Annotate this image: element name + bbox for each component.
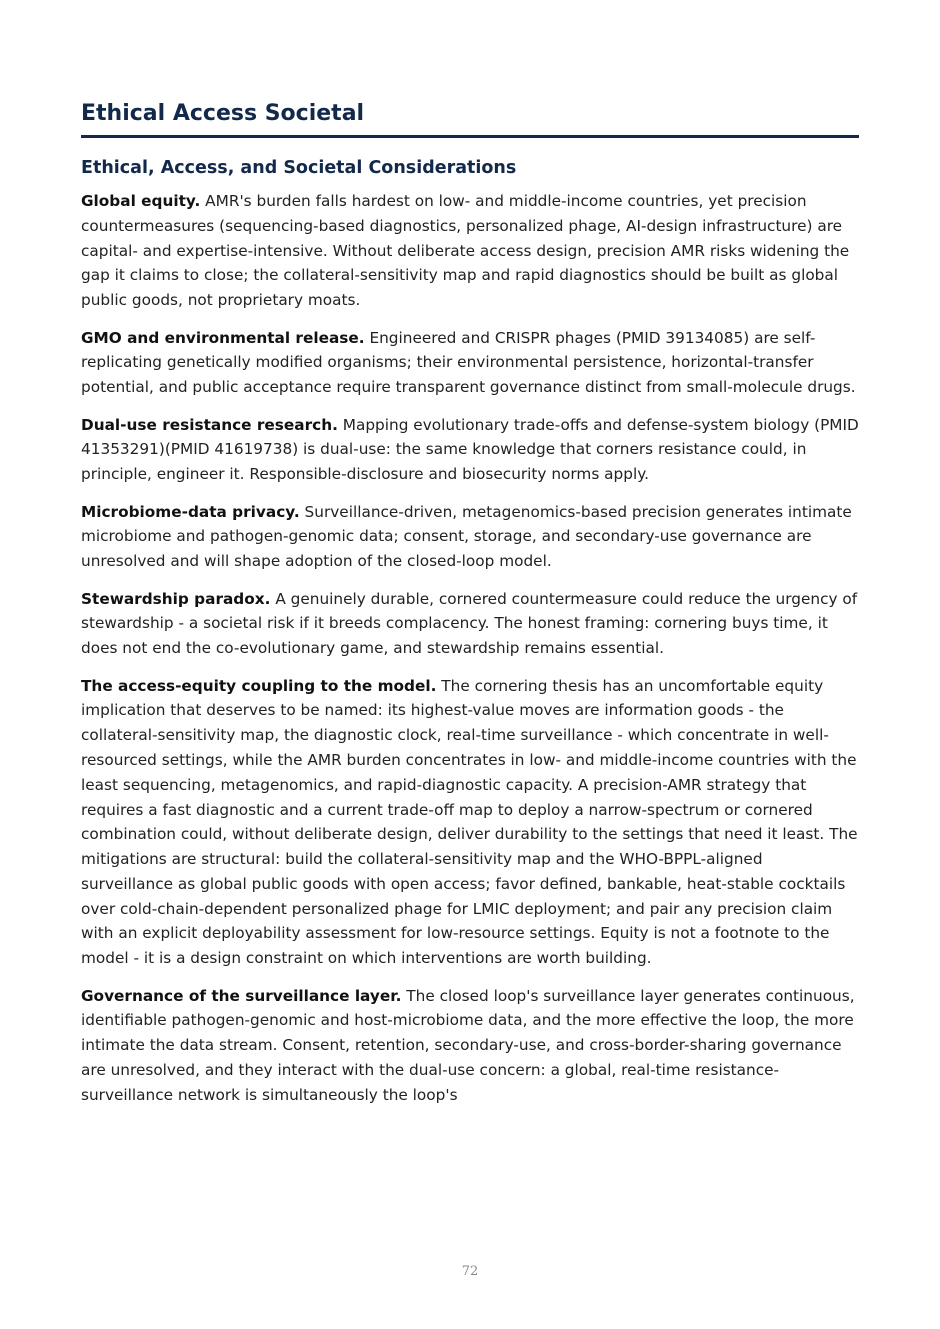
paragraph-lead: The access-equity coupling to the model. bbox=[81, 676, 437, 695]
paragraph-lead: Stewardship paradox. bbox=[81, 589, 271, 608]
paragraph-text: AMR's burden falls hardest on low- and middle-income countries, yet precision countermeasures (sequencing-based diagnostics, personalized phage, AI-design infrastructure) are capital- and expertise-intensive. Without deliberate access design, precision AMR risks widening the gap it claims to close; the collateral-sensitivity map and rapid diagnostics should be built as global public goods, not proprietary moats. bbox=[81, 192, 850, 310]
section-title: Ethical, Access, and Societal Considerations bbox=[81, 158, 517, 178]
paragraph-lead: Microbiome-data privacy. bbox=[81, 502, 300, 521]
paragraph-lead: Governance of the surveillance layer. bbox=[81, 986, 402, 1005]
title-divider bbox=[81, 135, 859, 138]
paragraph-text: Surveillance-driven, metagenomics-based precision generates intimate microbiome and pathogen-genomic data; consent, storage, and secondary-use governance are unresolved and will shape adoption of the closed-loop model. bbox=[81, 502, 852, 571]
paragraph-text: Engineered and CRISPR phages (PMID 39134085) are self-replicating genetically modified organisms; their environmental persistence, horizontal-transfer potential, and public acceptance require transparent governance distinct from small-molecule drugs. bbox=[81, 328, 856, 397]
paragraph-lead: Global equity. bbox=[81, 192, 201, 210]
paragraph-text: The closed loop's surveillance layer generates continuous, identifiable pathogen-genomic and host-microbiome data, and the more effective the loop, the more intimate the data stream. Consent, retention, secondary-use, and cross-border-sharing governance are unresolved, and they interact with the dual-use concern: a global, real-time resistance-surveillance network is simultaneously the loop's bbox=[81, 986, 855, 1104]
paragraph-dual-use bbox=[81, 413, 859, 487]
page-title: Ethical Access Societal bbox=[81, 101, 365, 126]
paragraph-text: The cornering thesis has an uncomfortable equity implication that deserves to be named: its highest-value moves are information goods - the collateral-sensitivity map, the diagnostic clock, real-time surveillance - which concentrate in well-resourced settings, while the AMR burden concentrates in low- and middle-income countries with the least sequencing, metagenomics, and rapid-diagnostic capacity. A precision-AMR strategy that requires a fast diagnostic and a current trade-off map to deploy a narrow-spectrum or cornered combination could, without deliberate design, deliver durability to the settings that need it least. The mitigations are structural: build the collateral-sensitivity map and the WHO-BPPL-aligned surveillance as global public goods with open access; favor defined, bankable, heat-stable cocktails over cold-chain-dependent personalized phage for LMIC deployment; and pair any precision claim with an explicit deployability assessment for low-resource settings. Equity is not a footnote to the model - it is a design constraint on which interventions are worth building. bbox=[81, 676, 858, 968]
paragraph-text: A genuinely durable, cornered countermeasure could reduce the urgency of stewardship - a societal risk if it breeds complacency. The honest framing: cornering buys time, it does not end the co-evolutionary game, and stewardship remains essential. bbox=[81, 589, 858, 658]
paragraph-stewardship-paradox bbox=[81, 587, 859, 661]
paragraph-lead: Dual-use resistance research. bbox=[81, 415, 338, 434]
paragraph-access-equity bbox=[81, 674, 859, 972]
body-text bbox=[81, 189, 859, 1120]
paragraph-gmo-release bbox=[81, 326, 859, 400]
paragraph-lead: GMO and environmental release. bbox=[81, 328, 365, 347]
paragraph-microbiome-privacy bbox=[81, 500, 859, 574]
paragraph-surveillance-governance bbox=[81, 984, 859, 1108]
paragraph-global-equity bbox=[81, 189, 859, 313]
paragraph-text: Mapping evolutionary trade-offs and defense-system biology (PMID 41353291)(PMID 41619738) is dual-use: the same knowledge that corners resistance could, in principle, engineer it. Responsible-disclosure and biosecurity norms apply. bbox=[81, 415, 859, 484]
page-number: 72 bbox=[461, 1264, 479, 1279]
